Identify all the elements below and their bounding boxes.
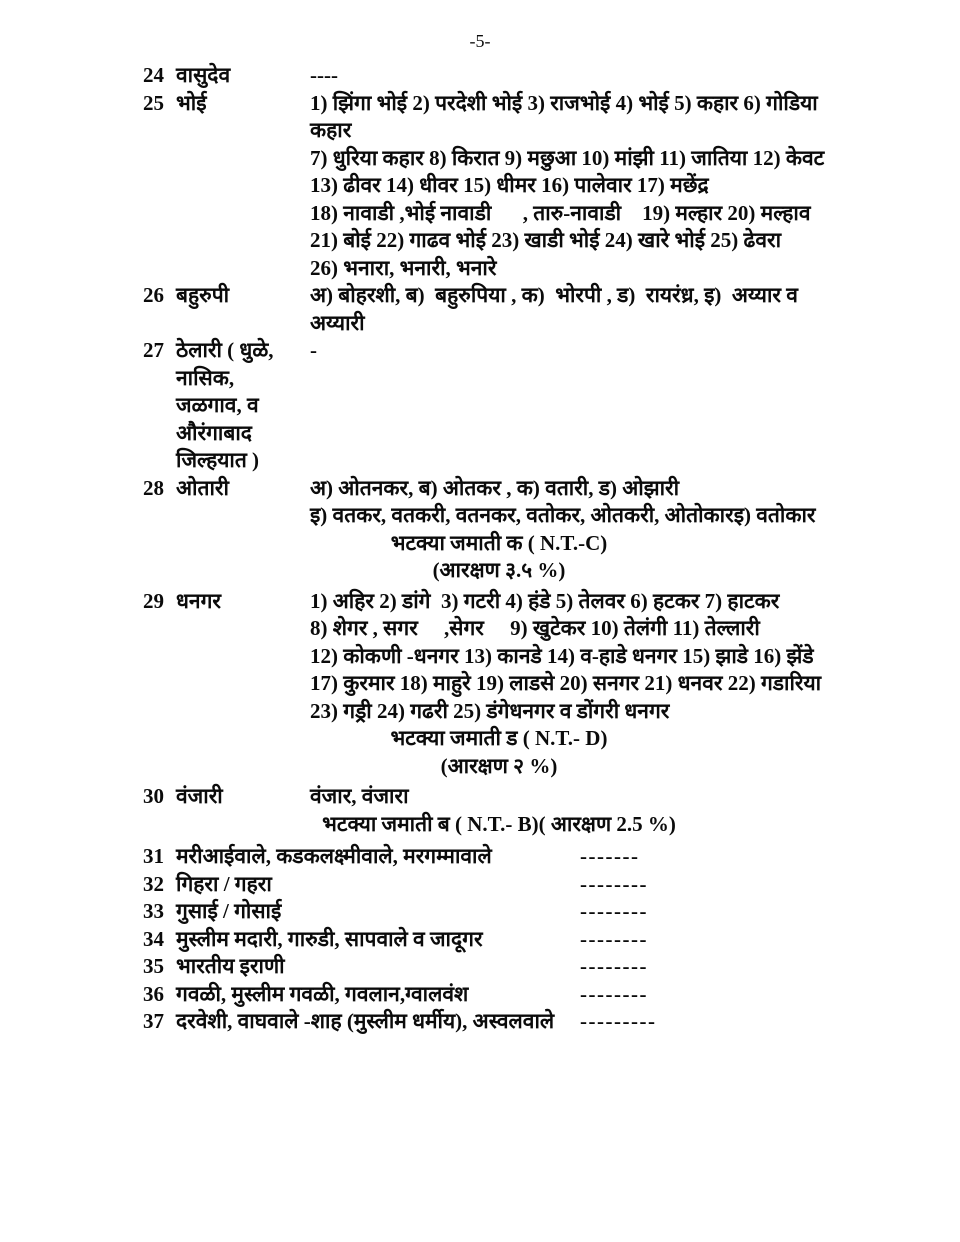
row-name-cell bbox=[176, 62, 310, 90]
row-number: 36 bbox=[143, 981, 164, 1006]
row-name-cell bbox=[176, 90, 310, 118]
row-dashes: -------- bbox=[580, 899, 648, 923]
row-name-line: मुस्लीम मदारी, गारुडी, सापवाले व जादूगर bbox=[176, 926, 483, 951]
row-dashes-cell bbox=[580, 843, 855, 871]
row-name-line: बहुरुपी bbox=[176, 283, 230, 307]
row-dashes: -------- bbox=[580, 981, 648, 1006]
row-name-line: वंजारी bbox=[176, 784, 223, 808]
section-heading-nt-d: भटक्या जमाती ड ( N.T.- D) bbox=[390, 726, 608, 750]
row-name-cell bbox=[176, 926, 580, 954]
row-desc-line: 13) ढीवर 14) धीवर 15) धीमर 16) पालेवार 17) मछेंद्र bbox=[310, 173, 709, 197]
row-name-line: ओतारी bbox=[176, 475, 229, 500]
row-number: 33 bbox=[143, 899, 164, 923]
table-row bbox=[143, 898, 855, 926]
row-desc-line: 7) धुरिया कहार 8) किरात 9) मछुआ 10) मांझी 11) जातिया 12) केवट bbox=[310, 145, 825, 170]
row-desc-line: वंजार, वंजारा bbox=[310, 784, 409, 808]
row-name-cell bbox=[176, 871, 580, 899]
row-name-line: जिल्हयात ) bbox=[176, 448, 260, 472]
row-dashes-cell bbox=[580, 1008, 855, 1036]
row-name-line: दरवेशी, वाघवाले -शाह (मुस्लीम धर्मीय), अस्वलवाले bbox=[176, 1009, 555, 1033]
table-row bbox=[143, 337, 855, 475]
table-row bbox=[143, 783, 855, 811]
row-desc-line: 1) अहिर 2) डांगे 3) गटरी 4) हंडे 5) तेलवर 6) हटकर 7) हाटकर bbox=[310, 588, 780, 613]
page-number: -5- bbox=[469, 31, 491, 51]
row-name-line: जळगाव, व bbox=[176, 393, 259, 417]
row-name-line: मरीआईवाले, कडकलक्ष्मीवाले, मरगम्मावाले bbox=[176, 844, 492, 868]
row-number: 24 bbox=[143, 63, 164, 87]
row-name-cell bbox=[176, 898, 580, 926]
row-desc-line: 26) भनारा, भनारी, भनारे bbox=[310, 255, 497, 280]
row-desc-line: 21) बोई 22) गाढव भोई 23) खाडी भोई 24) खारे भोई 25) ढेवरा bbox=[310, 228, 782, 252]
row-desc-line: 12) कोकणी -धनगर 13) कानडे 14) व-हाडे धनगर 15) झाडे 16) झेंडे bbox=[310, 643, 814, 668]
row-name-cell bbox=[176, 783, 310, 811]
row-dashes: -------- bbox=[580, 871, 648, 896]
row-number: 28 bbox=[143, 475, 164, 500]
row-name-line: गुसाई / गोसाई bbox=[176, 899, 282, 923]
row-name-line: औरंगाबाद bbox=[176, 420, 252, 445]
row-name-cell bbox=[176, 953, 580, 981]
table-row bbox=[143, 588, 855, 726]
row-name-cell bbox=[176, 1008, 580, 1036]
row-desc-cell bbox=[310, 62, 855, 90]
table-row bbox=[143, 843, 855, 871]
row-desc-line: अ) ओतनकर, ब) ओतकर , क) वतारी, ड) ओझारी bbox=[310, 475, 680, 500]
row-number: 37 bbox=[143, 1009, 164, 1033]
row-desc-line: 17) कुरमार 18) माहुरे 19) लाडसे 20) सनगर 21) धनवर 22) गडारिया bbox=[310, 671, 822, 695]
row-desc-line: 18) नावाडी ,भोई नावाडी , तारु-नावाडी 19) मल्हार 20) मल्हाव bbox=[310, 200, 811, 225]
table-row bbox=[143, 62, 855, 90]
row-number: 35 bbox=[143, 954, 164, 978]
table-row bbox=[143, 981, 855, 1009]
row-name-cell bbox=[176, 282, 310, 310]
row-desc-line: इ) वतकर, वतकरी, वतनकर, वतोकर, ओतकरी, ओतोकारइ) वतोकार bbox=[310, 503, 816, 527]
row-desc-line: ---- bbox=[310, 63, 338, 87]
row-desc-cell bbox=[310, 475, 855, 530]
row-name-line: भोई bbox=[176, 90, 207, 115]
row-desc-cell bbox=[310, 588, 855, 726]
row-name-line: धनगर bbox=[176, 588, 221, 613]
row-name-line: भारतीय इराणी bbox=[176, 954, 285, 978]
row-number: 32 bbox=[143, 871, 164, 896]
row-desc-cell bbox=[310, 337, 855, 365]
row-number: 27 bbox=[143, 338, 164, 362]
row-desc-line: 1) झिंगा भोई 2) परदेशी भोई 3) राजभोई 4) भोई 5) कहार 6) गोडिया कहार bbox=[310, 90, 823, 142]
reservation-note-nt-d: (आरक्षण २ %) bbox=[440, 753, 558, 778]
row-desc-line: 23) गड्री 24) गढरी 25) डंगेधनगर व डोंगरी धनगर bbox=[310, 698, 670, 723]
section-heading-nt-b: भटक्या जमाती ब ( N.T.- B)( आरक्षण 2.5 %) bbox=[322, 811, 676, 836]
row-name-line: नासिक, bbox=[176, 365, 235, 390]
row-dashes: ------- bbox=[580, 844, 640, 868]
row-name-line: वासुदेव bbox=[176, 63, 231, 87]
row-desc-cell bbox=[310, 783, 855, 811]
row-name-cell bbox=[176, 588, 310, 616]
row-name-cell bbox=[176, 337, 310, 475]
row-name-line: ठेलारी ( धुळे, bbox=[176, 338, 274, 362]
table-row bbox=[143, 282, 855, 337]
reservation-note-nt-c: (आरक्षण ३.५ %) bbox=[432, 558, 566, 582]
row-dashes: -------- bbox=[580, 926, 648, 951]
table-row bbox=[143, 953, 855, 981]
row-desc-line: अ) बोहरशी, ब) बहुरुपिया , क) भोरपी , ड) रायरंध्र, इ) अय्यार व अय्यारी bbox=[310, 283, 804, 335]
table-row bbox=[143, 871, 855, 899]
row-number: 29 bbox=[143, 588, 164, 613]
table-row bbox=[143, 926, 855, 954]
row-dashes: --------- bbox=[580, 1009, 657, 1033]
row-desc-cell bbox=[310, 90, 855, 283]
row-number: 34 bbox=[143, 926, 164, 951]
row-name-line: गिहरा / गहरा bbox=[176, 871, 272, 896]
row-dashes: -------- bbox=[580, 954, 648, 978]
row-desc-line: 8) शेगर , सगर ,सेगर 9) खुटेकर 10) तेलंगी 11) तेल्लारी bbox=[310, 616, 760, 640]
row-name-line: गवळी, मुस्लीम गवळी, गवलान,ग्वालवंश bbox=[176, 981, 469, 1006]
row-desc-line: - bbox=[310, 338, 317, 362]
row-name-cell bbox=[176, 981, 580, 1009]
row-name-cell bbox=[176, 843, 580, 871]
row-number: 25 bbox=[143, 90, 164, 115]
row-name-cell bbox=[176, 475, 310, 503]
table-row bbox=[143, 1008, 855, 1036]
row-number: 30 bbox=[143, 784, 164, 808]
row-dashes-cell bbox=[580, 926, 855, 954]
row-number: 26 bbox=[143, 283, 164, 307]
table-row bbox=[143, 475, 855, 530]
section-heading-nt-c: भटक्या जमाती क ( N.T.-C) bbox=[390, 530, 608, 555]
table-row bbox=[143, 90, 855, 283]
row-dashes-cell bbox=[580, 871, 855, 899]
row-dashes-cell bbox=[580, 953, 855, 981]
row-number: 31 bbox=[143, 844, 164, 868]
row-desc-cell bbox=[310, 282, 855, 337]
row-dashes-cell bbox=[580, 898, 855, 926]
row-dashes-cell bbox=[580, 981, 855, 1009]
